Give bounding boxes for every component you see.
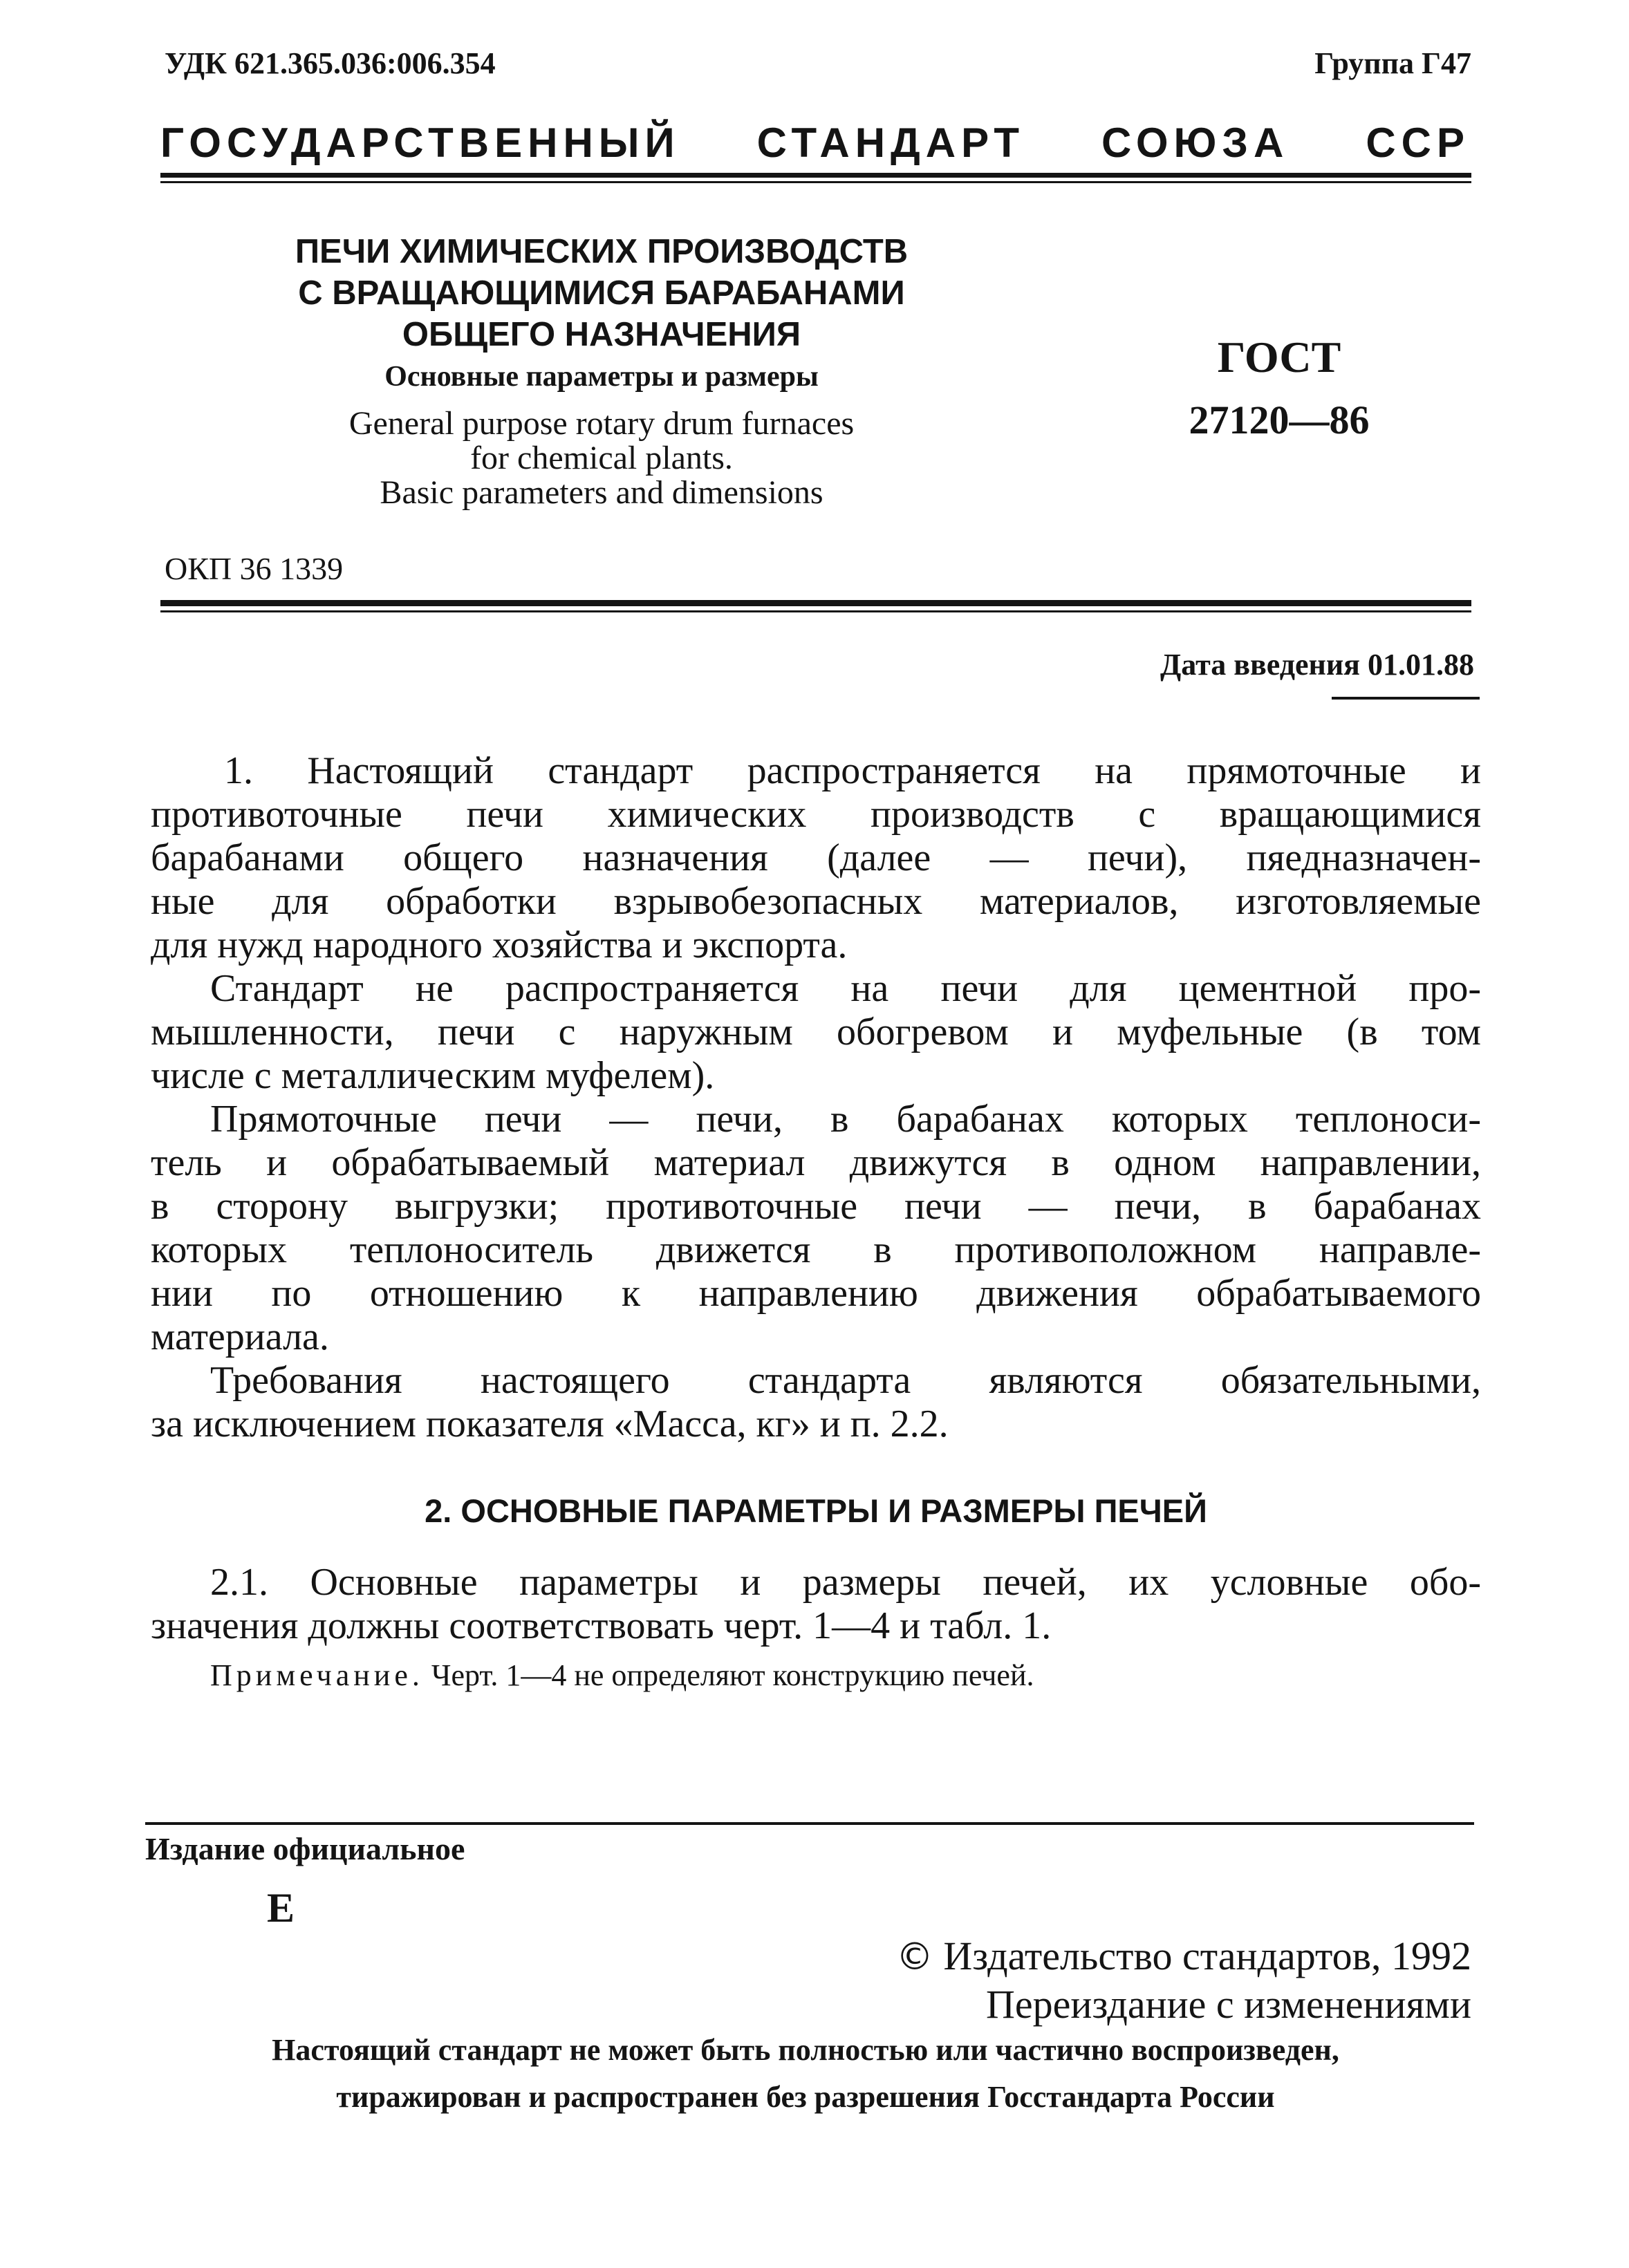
note bbox=[210, 1658, 1034, 1693]
paragraph-4-line-2: за исключением показателя «Масса, кг» и п. 2.2. bbox=[151, 1403, 949, 1445]
paragraph-3-line-2: тель и обрабатываемый материал движутся в одном направлении, bbox=[151, 1141, 1481, 1184]
paragraph-2-line-2: мышленности, печи с наружным обогревом и муфельные (в том bbox=[151, 1011, 1481, 1053]
title-rule-thin bbox=[160, 610, 1471, 612]
reproduction-notice-line-1: Настоящий стандарт не может быть полностью или частично воспроизведен, bbox=[272, 2033, 1339, 2067]
title-en-line-1: General purpose rotary drum furnaces bbox=[348, 405, 855, 442]
date-underline bbox=[1332, 697, 1480, 700]
official-edition: Издание официальное bbox=[145, 1831, 465, 1866]
okp-code: ОКП 36 1339 bbox=[165, 551, 344, 586]
copyright-line bbox=[896, 1933, 1471, 1979]
paragraph-2-line-1: Стандарт не распространяется на печи для цементной про- bbox=[210, 967, 1481, 1010]
title-block bbox=[228, 231, 975, 510]
note-text: Черт. 1—4 не определяют конструкцию печей. bbox=[423, 1658, 1034, 1692]
title-line-2: С ВРАЩАЮЩИМИСЯ БАРАБАНАМИ bbox=[298, 274, 905, 312]
gost-label: ГОСТ bbox=[1217, 332, 1341, 382]
section-1-body bbox=[151, 749, 1481, 1446]
edition-letter: Е bbox=[267, 1885, 295, 1931]
paragraph-3-line-6: материала. bbox=[151, 1315, 329, 1358]
paragraph-1-line-3: барабанами общего назначения (далее — печи), пяедназначен- bbox=[151, 836, 1481, 879]
title-en-line-3: Basic parameters and dimensions bbox=[380, 474, 823, 511]
section-2-heading: 2. ОСНОВНЫЕ ПАРАМЕТРЫ И РАЗМЕРЫ ПЕЧЕЙ bbox=[425, 1492, 1207, 1529]
note-label: Примечание. bbox=[210, 1658, 424, 1692]
paragraph-4-line-1: Требования настоящего стандарта являются обязательными, bbox=[210, 1359, 1481, 1402]
group-code: Группа Г47 bbox=[1314, 46, 1471, 80]
reproduction-notice-line-2: тиражирован и распространен без разрешения Госстандарта России bbox=[336, 2080, 1275, 2114]
paragraph-3-line-1: Прямоточные печи — печи, в барабанах которых теплоноси- bbox=[210, 1098, 1481, 1141]
copyright-icon: © bbox=[895, 1935, 933, 1978]
header-rule-thin bbox=[160, 181, 1471, 183]
header-rule-thick bbox=[160, 173, 1471, 178]
paragraph-1-line-1: 1. Настоящий стандарт распространяется на прямоточные и bbox=[224, 749, 1481, 792]
title-line-1: ПЕЧИ ХИМИЧЕСКИХ ПРОИЗВОДСТВ bbox=[295, 233, 909, 270]
udk-code: УДК 621.365.036:006.354 bbox=[165, 46, 496, 80]
copyright-text: Издательство стандартов, 1992 bbox=[943, 1933, 1471, 1978]
paragraph-2-1-line-2: значения должны соответствовать черт. 1—4 и табл. 1. bbox=[151, 1604, 1052, 1647]
standard-banner: ГОСУДАРСТВЕННЫЙ СТАНДАРТ СОЮЗА ССР bbox=[160, 120, 1470, 166]
reprint-note: Переиздание с изменениями bbox=[986, 1982, 1471, 2027]
title-subtitle: Основные параметры и размеры bbox=[384, 361, 819, 393]
introduction-date: Дата введения 01.01.88 bbox=[1160, 648, 1474, 682]
paragraph-3-line-5: нии по отношению к направлению движения обрабатываемого bbox=[151, 1272, 1481, 1315]
footer-rule bbox=[145, 1822, 1474, 1825]
gost-number: 27120—86 bbox=[1189, 397, 1370, 442]
paragraph-3-line-3: в сторону выгрузки; противоточные печи — печи, в барабанах bbox=[151, 1185, 1481, 1228]
paragraph-3-line-4: которых теплоноситель движется в противоположном направле- bbox=[151, 1228, 1481, 1271]
paragraph-1-line-5: для нужд народного хозяйства и экспорта. bbox=[151, 924, 848, 966]
paragraph-2-1-line-1: 2.1. Основные параметры и размеры печей, их условные обо- bbox=[210, 1561, 1481, 1604]
title-en-line-2: for chemical plants. bbox=[470, 440, 733, 476]
title-rule-thick bbox=[160, 600, 1471, 606]
paragraph-2-line-3: числе с металлическим муфелем). bbox=[151, 1054, 715, 1097]
title-line-3: ОБЩЕГО НАЗНАЧЕНИЯ bbox=[402, 316, 801, 353]
section-2-body bbox=[151, 1561, 1481, 1648]
paragraph-1-line-2: противоточные печи химических производств с вращающимися bbox=[151, 793, 1481, 836]
paragraph-1-line-4: ные для обработки взрывобезопасных материалов, изготовляемые bbox=[151, 880, 1481, 923]
